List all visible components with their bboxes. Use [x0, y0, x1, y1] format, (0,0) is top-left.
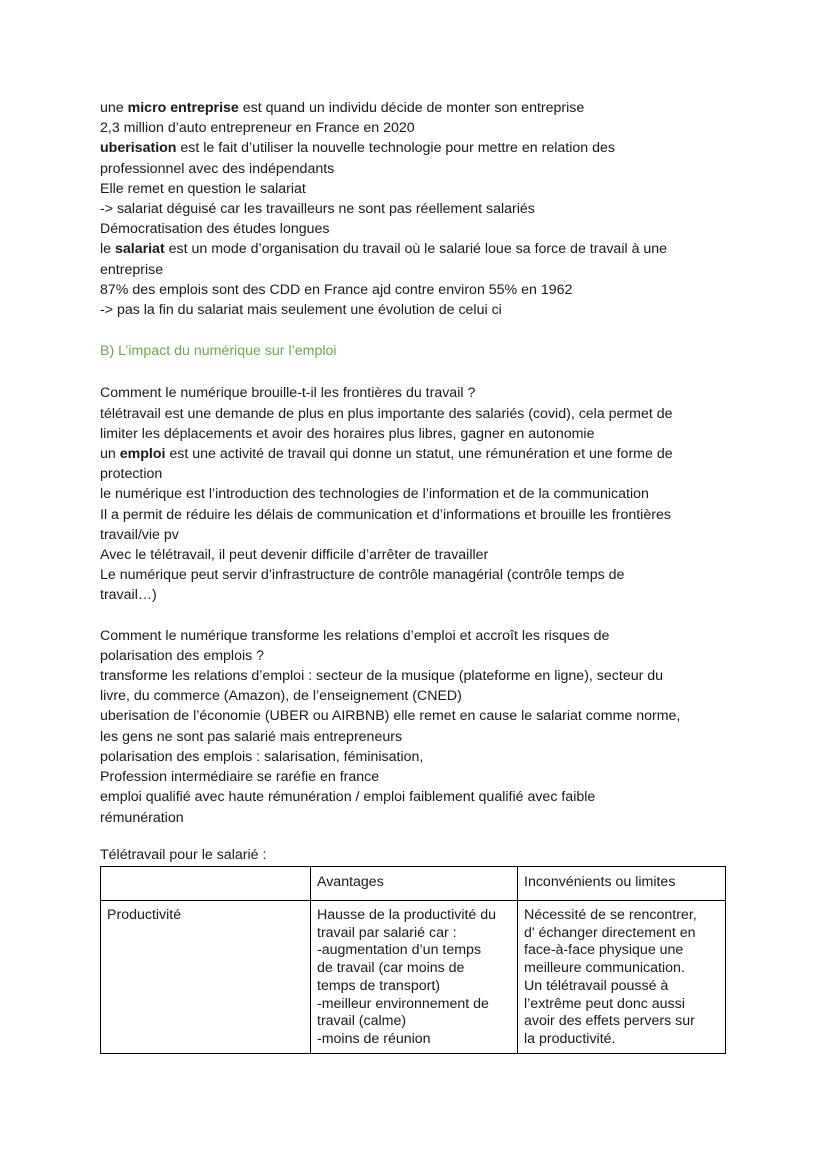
line-text: est quand un individu décide de monter son entreprise	[238, 100, 585, 116]
section-b-paragraph-2	[100, 626, 730, 828]
text-line	[100, 118, 730, 138]
line-text: polarisation des emplois ?	[100, 647, 265, 664]
text-line	[100, 545, 730, 565]
line-text: 2,3 million d’auto entrepreneur en France en 2020	[100, 120, 415, 137]
text-line	[100, 565, 730, 585]
text-line	[100, 646, 730, 666]
line-text: protection	[100, 466, 163, 483]
line-text: Comment le numérique brouille-t-il les frontières du travail ?	[100, 385, 476, 402]
table-cell-inconvenients: Nécessité de se rencontrer, d' échanger directement en face-à-face physique une meilleure communication. Un télétravail poussé à l’extrême peut donc aussi avoir des effets pervers sur la productivité.	[518, 900, 726, 1053]
text-line	[100, 464, 730, 484]
text-line	[100, 686, 730, 706]
section-a-text	[100, 98, 730, 320]
text-line	[100, 239, 730, 259]
text-line	[100, 808, 730, 828]
line-text: limiter les déplacements et avoir des horaires plus libres, gagner en autonomie	[100, 425, 595, 442]
text-line	[100, 525, 730, 545]
bold-term: salariat	[114, 241, 165, 258]
line-text: Le numérique peut servir d’infrastructure de contrôle managérial (contrôle temps de	[100, 567, 625, 584]
text-line	[100, 424, 730, 444]
line-text: Avec le télétravail, il peut devenir difficile d’arrêter de travailler	[100, 547, 489, 564]
text-line	[100, 300, 730, 320]
text-line	[100, 260, 730, 280]
line-text: -> salariat déguisé car les travailleurs ne sont pas réellement salariés	[100, 201, 535, 218]
line-text: Démocratisation des études longues	[100, 221, 330, 238]
table-header-cell-empty	[101, 866, 311, 900]
table-header-inconvenients: Inconvénients ou limites	[518, 866, 726, 900]
line-text: le	[100, 241, 115, 258]
document-page	[100, 98, 730, 1054]
line-text: une	[100, 100, 128, 116]
text-line	[100, 787, 730, 807]
line-text: Il a permit de réduire les délais de communication et d’informations et brouille les frontières	[100, 506, 671, 523]
text-line	[100, 280, 730, 300]
text-line	[100, 219, 730, 239]
paragraph-gap	[100, 606, 730, 626]
text-line	[100, 404, 730, 424]
table-row	[101, 900, 726, 1053]
line-text: polarisation des emplois : salarisation, féminisation,	[100, 748, 424, 765]
table-cell-avantages: Hausse de la productivité du travail par salarié car : -augmentation d’un temps de travail (car moins de temps de transport) -meilleur environnement de travail (calme) -moins de réunion	[311, 900, 518, 1053]
bold-term: micro entreprise	[127, 100, 239, 116]
line-text: est le fait d’utiliser la nouvelle technologie pour mettre en relation des	[176, 140, 615, 157]
text-line	[100, 666, 730, 686]
line-text: professionnel avec des indépendants	[100, 160, 335, 177]
text-line	[100, 585, 730, 605]
line-text: Profession intermédiaire se raréfie en france	[100, 769, 380, 786]
line-text: -> pas la fin du salariat mais seulement une évolution de celui ci	[100, 302, 502, 319]
text-line	[100, 727, 730, 747]
line-text: les gens ne sont pas salarié mais entrepreneurs	[100, 728, 403, 745]
text-line	[100, 138, 730, 158]
text-line	[100, 98, 730, 118]
section-b-paragraph-1	[100, 383, 730, 605]
line-text: rémunération	[100, 809, 184, 826]
line-text: Elle remet en question le salariat	[100, 180, 306, 197]
table-cell-criterion: Productivité	[101, 900, 311, 1053]
text-line	[100, 159, 730, 179]
text-line	[100, 199, 730, 219]
text-line	[100, 383, 730, 403]
text-line	[100, 505, 730, 525]
line-text: un	[100, 446, 120, 463]
line-text: entreprise	[100, 261, 164, 278]
line-text: emploi qualifié avec haute rémunération / emploi faiblement qualifié avec faible	[100, 789, 596, 806]
table-header-avantages: Avantages	[311, 866, 518, 900]
table-caption: Télétravail pour le salarié :	[100, 846, 267, 863]
line-text: est une activité de travail qui donne un statut, une rémunération et une forme de	[165, 446, 673, 463]
line-text: le numérique est l’introduction des technologies de l’information et de la communication	[100, 486, 649, 503]
bold-term: emploi	[119, 446, 166, 463]
line-text: Comment le numérique transforme les relations d’emploi et accroît les risques de	[100, 627, 610, 644]
line-text: 87% des emplois sont des CDD en France ajd contre environ 55% en 1962	[100, 281, 573, 298]
table-header-row	[101, 866, 726, 900]
text-line	[100, 179, 730, 199]
section-b-heading: B) L’impact du numérique sur l’emploi	[100, 343, 337, 360]
text-line	[100, 747, 730, 767]
line-text: livre, du commerce (Amazon), de l’enseignement (CNED)	[100, 688, 462, 705]
text-line	[100, 706, 730, 726]
line-text: travail/vie pv	[100, 526, 179, 543]
line-text: uberisation de l’économie (UBER ou AIRBNB) elle remet en cause le salariat comme norme,	[100, 708, 681, 725]
teletravail-table	[100, 866, 726, 1054]
text-line	[100, 484, 730, 504]
text-line	[100, 444, 730, 464]
text-line	[100, 626, 730, 646]
line-text: travail…)	[100, 587, 157, 604]
line-text: transforme les relations d’emploi : secteur de la musique (plateforme en ligne), secteur du	[100, 668, 664, 685]
text-line	[100, 767, 730, 787]
line-text: télétravail est une demande de plus en plus importante des salariés (covid), cela permet de	[100, 405, 673, 422]
line-text: est un mode d’organisation du travail où le salarié loue sa force de travail à une	[164, 241, 668, 258]
bold-term: uberisation	[100, 140, 177, 157]
